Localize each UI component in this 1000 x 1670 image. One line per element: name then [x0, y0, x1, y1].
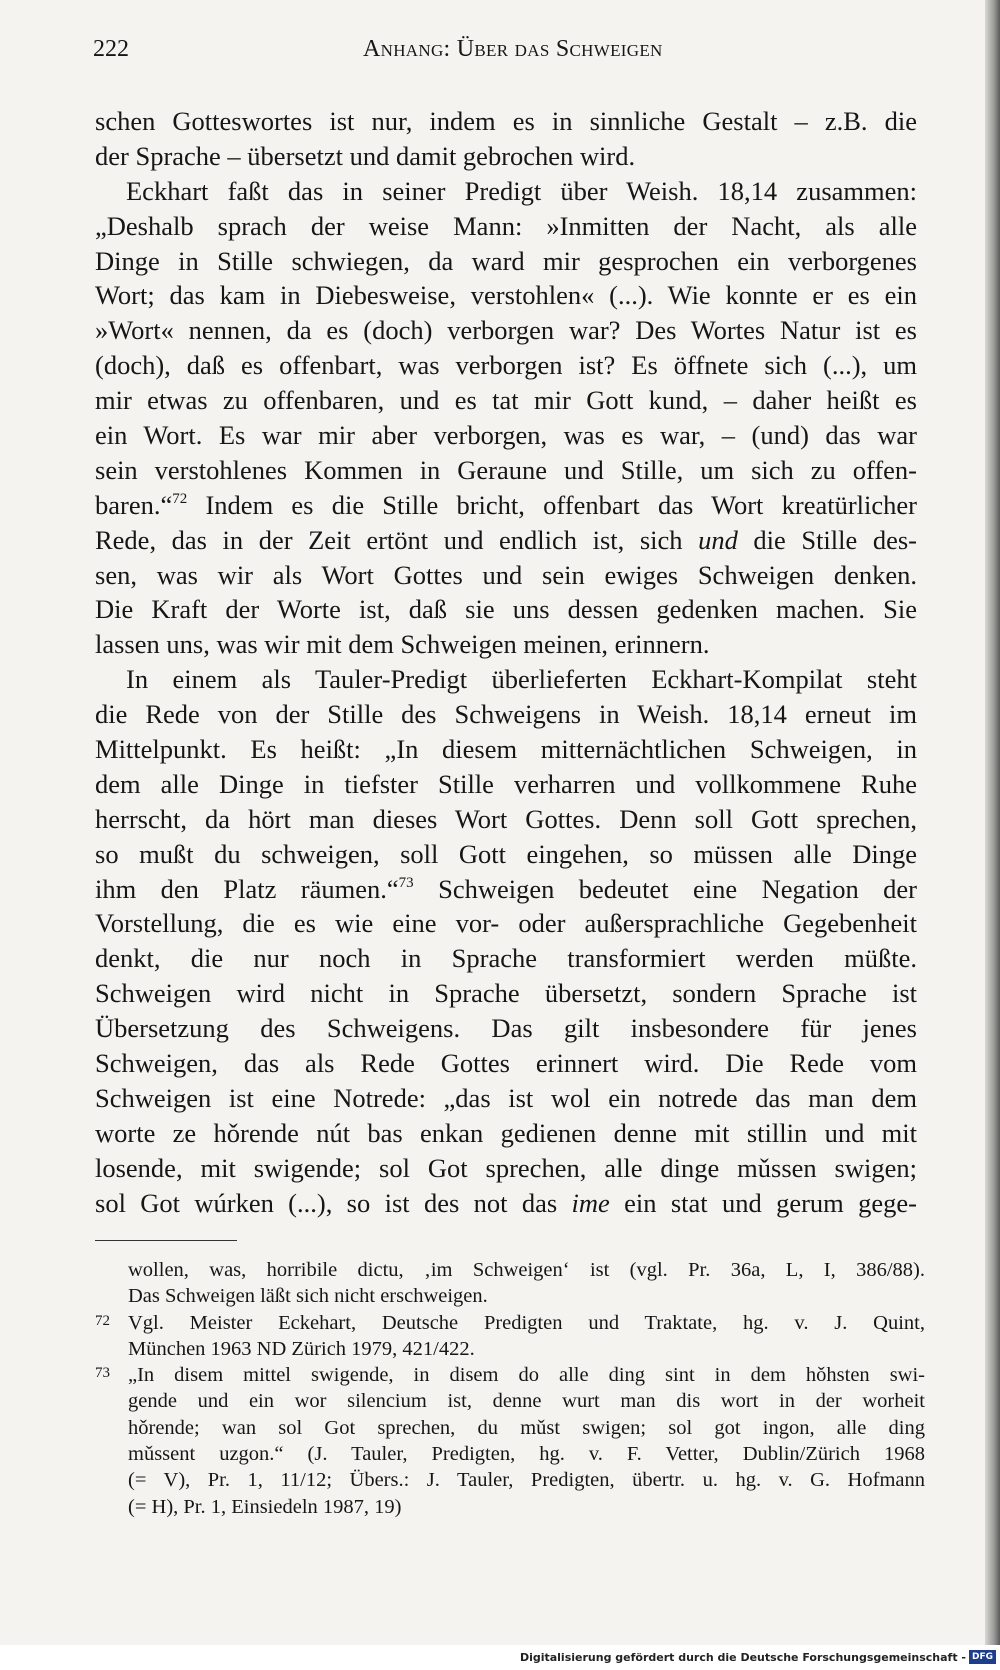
- text-segment: die Stille des-: [737, 524, 917, 555]
- text-line: [95, 244, 917, 279]
- footnote-text: Vgl. Meister Eckehart, Deutsche Predigten und Traktate, hg. v. J. Quint,: [128, 1311, 925, 1334]
- footnote-text: wollen, was, horribile dictu, ‚im Schweigen‘ ist (vgl. Pr. 36a, L, I, 386/88).: [128, 1259, 925, 1281]
- page-number: 222: [93, 36, 129, 62]
- footnote-text: mǔssent uzgon.“ (J. Tauler, Predigten, hg. v. F. Vetter, Dublin/Zürich 1968: [128, 1443, 925, 1466]
- text-segment: die Rede von der Stille des Schweigens in Weish. 18,14 erneut im: [95, 699, 917, 730]
- text-segment: Schweigen, das als Rede Gottes erinnert wird. Die Rede vom: [95, 1048, 917, 1079]
- text-segment: Schweigen ist eine Notrede: „das ist wol ein notrede das man dem: [95, 1082, 917, 1113]
- text-line: [95, 558, 917, 593]
- footnote-text: hǒrende; wan sol Got sprechen, du mǔst swigen; sol got ingon, alle ding: [128, 1416, 925, 1439]
- text-line: [95, 1081, 917, 1116]
- text-segment: (doch), daß es offenbart, was verborgen ist? Es öffnete sich (...), um: [95, 350, 917, 381]
- footnote-line: [95, 1257, 925, 1283]
- text-line: [95, 104, 917, 139]
- text-line: [95, 209, 917, 244]
- emphasis: und: [698, 524, 738, 555]
- footnote-line: [95, 1283, 925, 1309]
- text-line: [95, 906, 917, 941]
- text-line: [95, 139, 917, 174]
- text-segment: losende, mit swigende; sol Got sprechen, alle dinge mǔssen swigen;: [95, 1152, 917, 1183]
- text-line: [95, 802, 917, 837]
- text-segment: »Wort« nennen, da es (doch) verborgen war? Des Wortes Natur ist es: [95, 315, 917, 346]
- text-line: [95, 592, 917, 627]
- text-segment: sol Got wúrken (...), so ist des not das: [95, 1187, 572, 1218]
- footnote-number: 73: [95, 1365, 110, 1382]
- text-line: [95, 627, 917, 662]
- text-line: [95, 278, 917, 313]
- text-segment: sein verstohlenes Kommen in Geraune und Stille, um sich zu offen-: [95, 454, 917, 485]
- text-segment: Wort; das kam in Diebesweise, verstohlen« (...). Wie konnte er es ein: [95, 280, 917, 311]
- text-line: [95, 383, 917, 418]
- text-line: [95, 1186, 917, 1221]
- text-line: [95, 1151, 917, 1186]
- dfg-credit: Digitalisierung gefördert durch die Deutsche Forschungsgemeinschaft -: [519, 1651, 966, 1664]
- footnote-line: [95, 1415, 925, 1441]
- text-segment: ein Wort. Es war mir aber verborgen, was es war, – (und) das war: [95, 420, 917, 451]
- text-line: [95, 976, 917, 1011]
- text-line: [95, 837, 917, 872]
- text-segment: so mußt du schweigen, soll Gott eingehen, so müssen alle Dinge: [95, 838, 917, 869]
- text-segment: Die Kraft der Worte ist, daß sie uns dessen gedenken machen. Sie: [95, 594, 917, 625]
- text-line: [95, 697, 917, 732]
- footnote-text: gende und ein wor silencium ist, denne wurt man dis wort in der worheit: [128, 1390, 925, 1413]
- running-head-text: Anhang: Über das Schweigen: [363, 36, 663, 62]
- text-segment: Schweigen wird nicht in Sprache übersetzt, sondern Sprache ist: [95, 978, 917, 1009]
- emphasis: ime: [571, 1187, 610, 1218]
- text-segment: baren.“: [95, 489, 173, 520]
- text-segment: herrscht, da hört man dieses Wort Gottes. Denn soll Gott sprechen,: [95, 803, 917, 834]
- text-line: [95, 941, 917, 976]
- text-segment: der Sprache – übersetzt und damit gebrochen wird.: [95, 140, 636, 171]
- page-header: [93, 30, 918, 70]
- page-edge-shadow: [985, 0, 1000, 1670]
- text-segment: ein stat und gerum gege-: [609, 1187, 917, 1218]
- text-segment: lassen uns, was wir mit dem Schweigen meinen, erinnern.: [95, 629, 710, 660]
- text-line: [95, 767, 917, 802]
- running-head: [363, 36, 663, 63]
- footnote-line: [95, 1388, 925, 1414]
- text-line: [95, 523, 917, 558]
- text-segment: denkt, die nur noch in Sprache transformiert werden müßte.: [95, 943, 917, 974]
- footnote-ref: 72: [172, 490, 188, 507]
- footnote-line: [95, 1310, 925, 1336]
- text-line: [95, 453, 917, 488]
- text-segment: mir etwas zu offenbaren, und es tat mir Gott kund, – daher heißt es: [95, 385, 917, 416]
- text-line: [95, 1046, 917, 1081]
- text-segment: worte ze hǒrende nút bas enkan gedienen denne mit stillin und mit: [95, 1117, 917, 1148]
- text-segment: In einem als Tauler-Predigt überlieferten Eckhart-Kompilat steht: [126, 664, 917, 695]
- text-segment: ihm den Platz räumen.“: [95, 873, 399, 904]
- footnote-line: [95, 1362, 925, 1388]
- text-line: [95, 1116, 917, 1151]
- digitization-footer: [0, 1645, 1000, 1670]
- footnote-text: Das Schweigen läßt sich nicht erschweigen.: [128, 1285, 488, 1308]
- text-segment: „Deshalb sprach der weise Mann: »Inmitten der Nacht, als alle: [95, 210, 917, 241]
- body-text: [95, 104, 917, 1221]
- footnote-line: [95, 1336, 925, 1362]
- dfg-logo: DFG: [969, 1650, 996, 1664]
- text-segment: Dinge in Stille schwiegen, da ward mir gesprochen ein verborgenes: [95, 245, 917, 276]
- footnote-text: München 1963 ND Zürich 1979, 421/422.: [128, 1337, 475, 1360]
- text-segment: Vorstellung, die es wie eine vor- oder außersprachliche Gegebenheit: [95, 908, 917, 939]
- text-segment: sen, was wir als Wort Gottes und sein ewiges Schweigen denken.: [95, 559, 917, 590]
- text-segment: Übersetzung des Schweigens. Das gilt insbesondere für jenes: [95, 1013, 917, 1044]
- footnote-line: [95, 1441, 925, 1467]
- text-segment: Schweigen bedeutet eine Negation der: [413, 873, 917, 904]
- text-line: [95, 174, 917, 209]
- footnote-line: [95, 1467, 925, 1493]
- text-line: [95, 348, 917, 383]
- text-line: [95, 872, 917, 907]
- text-segment: schen Gotteswortes ist nur, indem es in sinnliche Gestalt – z.B. die: [95, 106, 917, 136]
- text-segment: Rede, das in der Zeit ertönt und endlich ist, sich: [95, 524, 699, 555]
- footnote-text: (= V), Pr. 1, 11/12; Übers.: J. Tauler, Predigten, übertr. u. hg. v. G. Hofmann: [128, 1469, 925, 1492]
- text-line: [95, 488, 917, 523]
- text-line: [95, 732, 917, 767]
- footnote-rule: [95, 1240, 237, 1241]
- text-line: [95, 1011, 917, 1046]
- footnote-line: [95, 1494, 925, 1520]
- footnote-number: 72: [95, 1312, 110, 1329]
- text-line: [95, 313, 917, 348]
- text-segment: dem alle Dinge in tiefster Stille verharren und vollkommene Ruhe: [95, 768, 917, 799]
- text-segment: Eckhart faßt das in seiner Predigt über Weish. 18,14 zusammen:: [126, 175, 917, 206]
- footnote-text: (= H), Pr. 1, Einsiedeln 1987, 19): [128, 1495, 402, 1518]
- footnotes: [95, 1257, 925, 1520]
- text-segment: Mittelpunkt. Es heißt: „In diesem mitternächtlichen Schweigen, in: [95, 734, 917, 765]
- footnote-ref: 73: [398, 874, 414, 891]
- text-segment: Indem es die Stille bricht, offenbart das Wort kreatürlicher: [187, 489, 917, 520]
- footnote-text: „In disem mittel swigende, in disem do alle ding sint in dem hǒhsten swi-: [128, 1364, 925, 1387]
- text-line: [95, 662, 917, 697]
- text-line: [95, 418, 917, 453]
